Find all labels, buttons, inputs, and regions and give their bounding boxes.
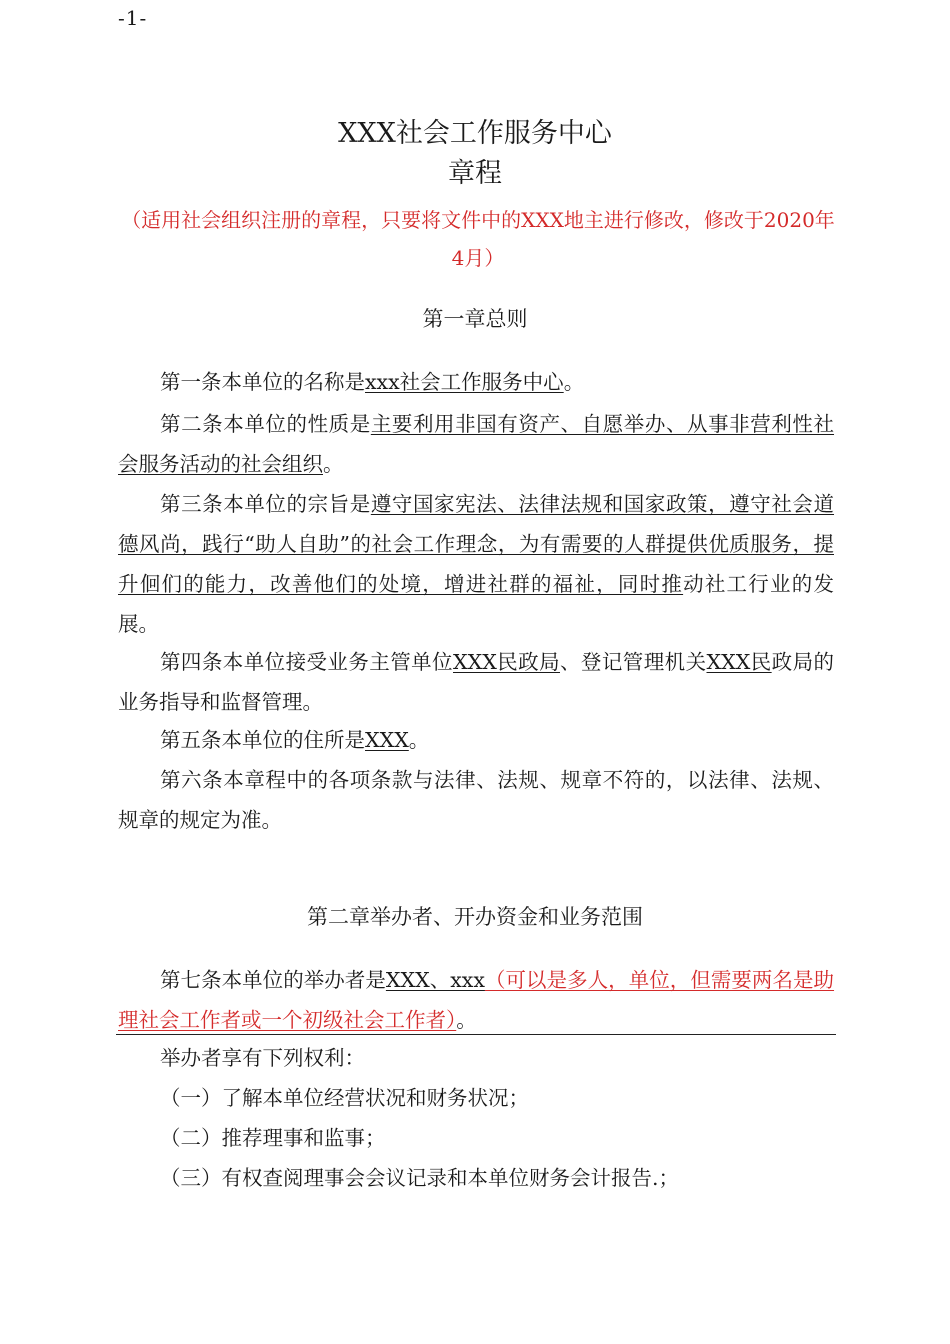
- article-3-prefix: 第三条本单位的宗旨是: [160, 492, 371, 516]
- rights-intro: 举办者享有下列权利：: [160, 1046, 365, 1070]
- rights-item-3: （三）有权查阅理事会会议记录和本单位财务会计报告.；: [160, 1166, 680, 1190]
- org-purpose: 遵守国家宪法、法律法规和国家政策，遵守社会道德风尚，践行“助人自助”的社会工作理念，为有需要的人群提供优质服务，提升佪们的能力，改善他们的处境，增进社群的福祉，同时推: [118, 492, 835, 596]
- article-3-suffix: 动社工行业的发展。: [118, 572, 834, 636]
- divider-line: [116, 1034, 836, 1035]
- article-7: [118, 960, 834, 1040]
- page-number: -1-: [118, 6, 148, 30]
- article-1: [118, 362, 834, 402]
- article-6: 第六条本章程中的各项条款与法律、法规、规章不符的，以法律、法规、规章的规定为准。: [118, 768, 834, 832]
- rights-item-1: （一）了解本单位经营状况和财务状况；: [160, 1086, 529, 1110]
- article-7-prefix: 第七条本单位的举办者是: [160, 968, 386, 992]
- article-2: [118, 404, 834, 484]
- founders: XXX、xxx: [385, 968, 485, 992]
- org-address: XXX: [365, 728, 409, 752]
- article-3: [118, 484, 834, 644]
- article-4-suffix: 政局的业务指导和监督管理。: [118, 650, 834, 714]
- article-4-prefix: 第四条本单位接受业务主管单位: [160, 650, 453, 674]
- article-7-suffix: 。: [456, 1008, 477, 1032]
- article-4-middle: 、登记管理机关: [560, 650, 707, 674]
- founders-remark: （可以是多人，单位，但需要两名是助理社会工作者或一个初级社会工作者）: [118, 968, 835, 1032]
- article-2-prefix: 第二条本单位的性质是: [160, 412, 371, 436]
- article-1-prefix: 第一条本单位的名称是: [160, 370, 365, 394]
- article-5-prefix: 第五条本单位的住所是: [160, 728, 365, 752]
- article-2-suffix: 。: [323, 452, 344, 476]
- supervising-authority: XXX民政局: [453, 650, 560, 674]
- article-4: [118, 642, 834, 722]
- chapter2-heading: 第二章举办者、开办资金和业务范围: [307, 905, 643, 929]
- article-1-suffix: 。: [563, 370, 585, 394]
- editor-note: （适用社会组织注册的章程，只要将文件中的XXX地主进行修改，修改于2020年4月）: [121, 208, 835, 270]
- document-subtitle: 章程: [448, 158, 502, 189]
- org-nature: 主要利用非国有资产、自愿举办、从事非营利性社会服务活动的社会组织: [118, 412, 835, 476]
- article-5-suffix: 。: [408, 728, 430, 752]
- org-name: xxx社会工作服务中心: [365, 370, 564, 394]
- article-5: [118, 720, 834, 760]
- chapter1-heading: 第一章总则: [422, 307, 528, 331]
- registration-authority: XXX民: [706, 650, 772, 674]
- document-title: XXX社会工作服务中心: [338, 118, 612, 149]
- rights-item-2: （二）推荐理事和监事；: [160, 1126, 386, 1150]
